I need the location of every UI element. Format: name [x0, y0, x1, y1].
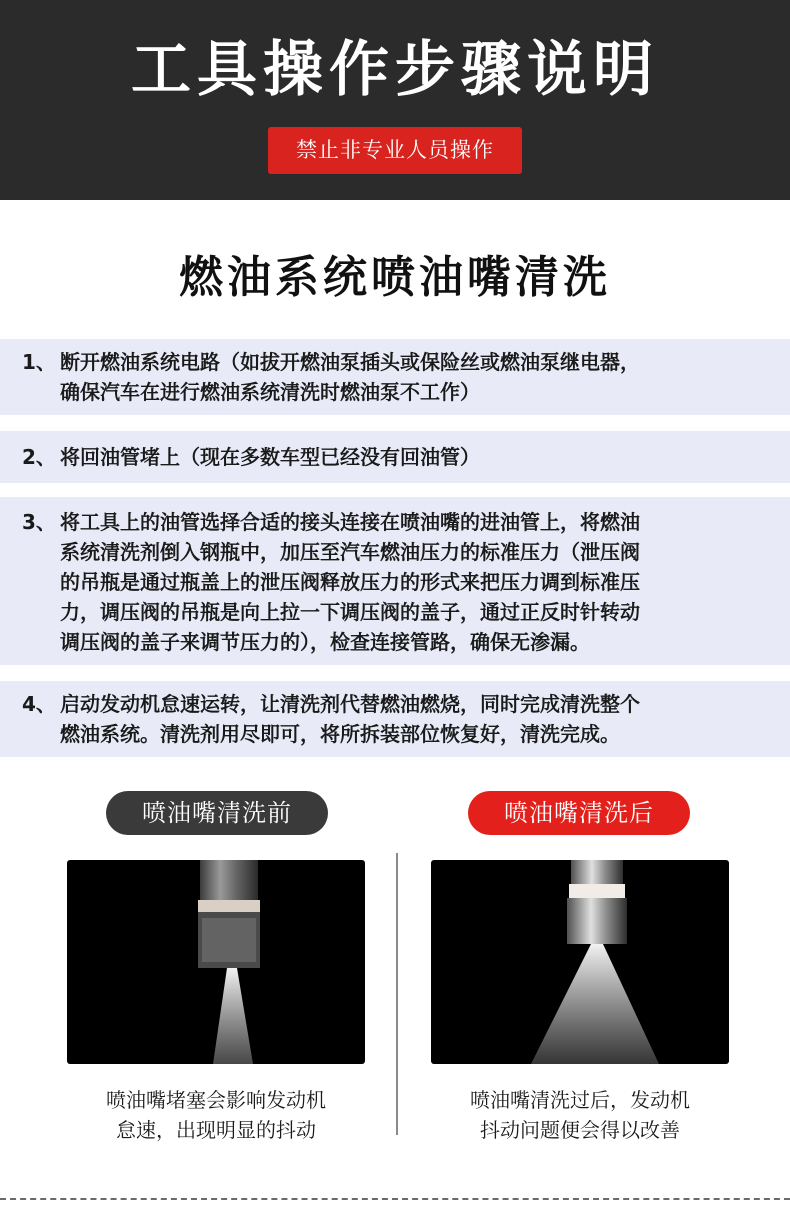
step-line: 启动发动机怠速运转，让清洗剂代替燃油燃烧，同时完成清洗整个 [60, 692, 640, 716]
step-number: 3、 [22, 510, 56, 534]
step-3 [0, 497, 790, 665]
header-banner [0, 0, 790, 200]
nozzle-before-photo [67, 860, 365, 1064]
step-text [60, 347, 770, 407]
before-caption [56, 1085, 376, 1145]
step-line: 将回油管堵上（现在多数车型已经没有回油管） [60, 445, 480, 469]
warning-badge: 禁止非专业人员操作 [268, 127, 522, 174]
bottom-dashed-divider [0, 1198, 790, 1200]
step-line: 燃油系统。清洗剂用尽即可，将所拆装部位恢复好，清洗完成。 [60, 722, 620, 746]
caption-line: 喷油嘴堵塞会影响发动机 [106, 1088, 326, 1112]
step-line: 断开燃油系统电路（如拔开燃油泵插头或保险丝或燃油泵继电器， [60, 350, 640, 374]
section-title: 燃油系统喷油嘴清洗 [179, 252, 611, 303]
step-text [60, 507, 770, 657]
step-4 [0, 681, 790, 757]
page-title: 工具操作步骤说明 [131, 35, 659, 105]
step-1 [0, 339, 790, 415]
caption-line: 抖动问题便会得以改善 [480, 1118, 680, 1142]
before-label: 喷油嘴清洗前 [106, 791, 328, 835]
step-number: 4、 [22, 692, 56, 716]
nozzle-clogged-illustration [67, 860, 365, 1064]
step-number: 2、 [22, 445, 56, 469]
comparison-divider [396, 853, 398, 1135]
step-number: 1、 [22, 350, 56, 374]
nozzle-after-photo [431, 860, 729, 1064]
caption-line: 喷油嘴清洗过后，发动机 [470, 1088, 690, 1112]
step-line: 确保汽车在进行燃油系统清洗时燃油泵不工作） [60, 380, 480, 404]
step-line: 系统清洗剂倒入钢瓶中，加压至汽车燃油压力的标准压力（泄压阀 [60, 540, 640, 564]
step-line: 力，调压阀的吊瓶是向上拉一下调压阀的盖子，通过正反时针转动 [60, 600, 640, 624]
step-text [60, 442, 770, 472]
after-label: 喷油嘴清洗后 [468, 791, 690, 835]
after-caption [420, 1085, 740, 1145]
step-2 [0, 431, 790, 483]
step-text [60, 689, 770, 749]
step-line: 将工具上的油管选择合适的接头连接在喷油嘴的进油管上，将燃油 [60, 510, 640, 534]
step-line: 的吊瓶是通过瓶盖上的泄压阀释放压力的形式来把压力调到标准压 [60, 570, 640, 594]
step-line: 调压阀的盖子来调节压力的），检查连接管路，确保无渗漏。 [60, 630, 590, 654]
nozzle-clean-illustration [431, 860, 729, 1064]
caption-line: 怠速，出现明显的抖动 [116, 1118, 316, 1142]
